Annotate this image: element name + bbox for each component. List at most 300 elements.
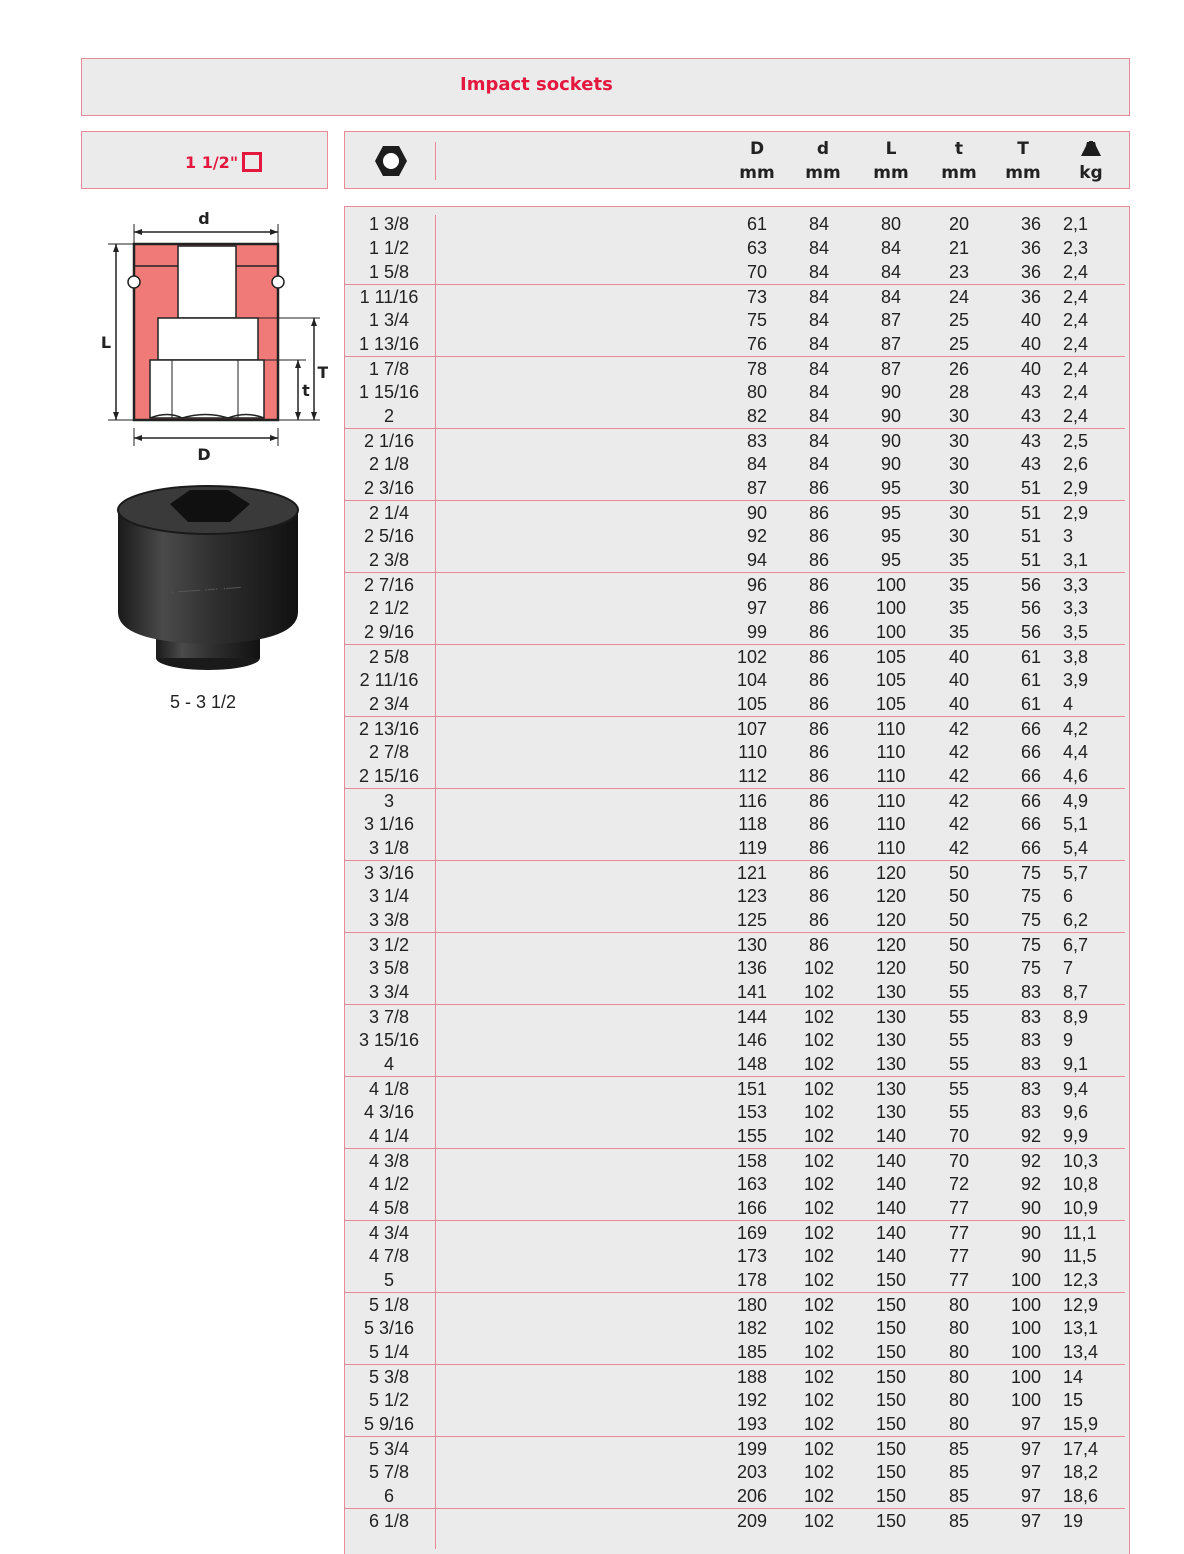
weight-cell: 4,9: [1063, 791, 1089, 811]
t-cell: 35: [948, 598, 970, 618]
table-row: [345, 260, 1125, 284]
t-cell: 55: [948, 1102, 970, 1122]
table-row: [345, 1292, 1125, 1316]
weight-cell: 9: [1063, 1030, 1074, 1050]
column-header-name: L: [885, 139, 897, 159]
d-cell: 102: [803, 1007, 835, 1027]
T-cell: 66: [1020, 742, 1041, 762]
table-row: [345, 1148, 1125, 1172]
weight-cell: 8,7: [1063, 982, 1089, 1002]
d-cell: 102: [803, 1246, 835, 1266]
weight-cell: 3: [1063, 526, 1074, 546]
D-cell: 199: [736, 1439, 767, 1459]
hexagon-icon: [374, 144, 408, 178]
T-cell: 75: [1020, 958, 1041, 978]
d-cell: 86: [808, 910, 830, 930]
table-header: [344, 131, 1130, 189]
size-cell: 2 15/16: [358, 766, 420, 786]
t-cell: 42: [948, 838, 970, 858]
t-cell: 20: [948, 214, 970, 234]
D-cell: 193: [736, 1414, 767, 1434]
L-cell: 90: [880, 454, 902, 474]
t-cell: 80: [948, 1342, 970, 1362]
L-cell: 130: [875, 982, 907, 1002]
T-cell: 66: [1020, 838, 1041, 858]
D-cell: 70: [746, 262, 767, 282]
weight-cell: 2,3: [1063, 238, 1089, 258]
d-cell: 86: [808, 478, 830, 498]
d-cell: 84: [808, 382, 830, 402]
weight-cell: 11,5: [1063, 1246, 1097, 1266]
d-cell: 102: [803, 1198, 835, 1218]
T-cell: 75: [1020, 886, 1041, 906]
t-cell: 40: [948, 670, 970, 690]
t-cell: 30: [948, 478, 970, 498]
weight-cell: 9,6: [1063, 1102, 1089, 1122]
D-cell: 163: [736, 1174, 767, 1194]
column-header-D-outer: [729, 137, 785, 185]
table-row: [345, 668, 1125, 692]
t-cell: 30: [948, 526, 970, 546]
svg-text:· ─── ·─· ·──: · ─── ·─· ·──: [170, 580, 242, 600]
table-row: [345, 1412, 1125, 1436]
D-cell: 182: [736, 1318, 767, 1338]
weight-cell: 14: [1063, 1367, 1084, 1387]
size-cell: 4 7/8: [368, 1246, 410, 1266]
T-cell: 43: [1020, 382, 1041, 402]
T-cell: 97: [1020, 1486, 1041, 1506]
d-cell: 102: [803, 1318, 835, 1338]
L-cell: 150: [875, 1486, 907, 1506]
table-row: [345, 452, 1125, 476]
size-cell: 4 3/8: [368, 1151, 410, 1171]
t-cell: 70: [948, 1126, 970, 1146]
table-row: [345, 860, 1125, 884]
weight-cell: 13,4: [1063, 1342, 1099, 1362]
column-header-unit: mm: [739, 163, 775, 183]
size-cell: 6: [383, 1486, 394, 1506]
t-cell: 77: [948, 1198, 970, 1218]
T-cell: 83: [1020, 982, 1041, 1002]
L-cell: 105: [875, 694, 907, 714]
d-cell: 102: [803, 1462, 835, 1482]
L-cell: 130: [875, 1102, 907, 1122]
D-cell: 96: [746, 575, 767, 595]
page-title: Impact sockets: [460, 74, 613, 95]
T-cell: 43: [1020, 406, 1041, 426]
size-cell: 2 3/8: [368, 550, 410, 570]
t-cell: 70: [948, 1151, 970, 1171]
weight-cell: 3,1: [1063, 550, 1089, 570]
t-cell: 50: [948, 863, 970, 883]
size-cell: 2 5/16: [363, 526, 415, 546]
L-cell: 95: [880, 503, 902, 523]
T-cell: 100: [1010, 1295, 1041, 1315]
T-cell: 43: [1020, 454, 1041, 474]
size-cell: 2: [383, 406, 394, 426]
D-cell: 169: [736, 1223, 767, 1243]
L-cell: 140: [875, 1126, 907, 1146]
d-cell: 102: [803, 1414, 835, 1434]
t-cell: 24: [948, 287, 970, 307]
drive-size-box: [81, 131, 328, 189]
d-cell: 84: [808, 454, 830, 474]
column-header-unit: mm: [873, 163, 909, 183]
D-cell: 75: [746, 310, 767, 330]
weight-cell: 10,3: [1063, 1151, 1099, 1171]
size-cell: 3 3/16: [363, 863, 415, 883]
d-cell: 102: [803, 1390, 835, 1410]
T-cell: 36: [1020, 262, 1041, 282]
t-cell: 77: [948, 1223, 970, 1243]
T-cell: 97: [1020, 1511, 1041, 1531]
weight-cell: 2,4: [1063, 382, 1089, 402]
table-row: [345, 1388, 1125, 1412]
size-cell: 2 1/2: [368, 598, 410, 618]
L-cell: 110: [876, 814, 906, 834]
t-cell: 28: [948, 382, 970, 402]
L-cell: 120: [875, 863, 907, 883]
T-cell: 90: [1020, 1246, 1041, 1266]
t-cell: 30: [948, 454, 970, 474]
D-cell: 97: [746, 598, 767, 618]
L-cell: 95: [880, 526, 902, 546]
d-cell: 86: [808, 863, 830, 883]
size-cell: 1 7/8: [368, 359, 410, 379]
L-cell: 150: [875, 1342, 907, 1362]
table-row: [345, 836, 1125, 860]
size-cell: 4 1/4: [368, 1126, 410, 1146]
D-cell: 158: [736, 1151, 767, 1171]
weight-cell: 2,4: [1063, 359, 1089, 379]
t-cell: 77: [948, 1270, 970, 1290]
d-cell: 86: [808, 838, 830, 858]
D-cell: 166: [736, 1198, 767, 1218]
t-cell: 30: [948, 503, 970, 523]
T-cell: 56: [1020, 598, 1041, 618]
size-cell: 2 11/16: [359, 670, 419, 690]
T-cell: 92: [1020, 1126, 1041, 1146]
d-cell: 102: [803, 1342, 835, 1362]
D-cell: 203: [736, 1462, 767, 1482]
L-cell: 84: [880, 287, 902, 307]
t-cell: 21: [948, 238, 970, 258]
T-cell: 51: [1020, 526, 1041, 546]
T-cell: 56: [1020, 575, 1041, 595]
table-row: [345, 1508, 1125, 1532]
table-row: [345, 884, 1125, 908]
T-cell: 66: [1020, 791, 1041, 811]
weight-cell: 15: [1063, 1390, 1084, 1410]
size-cell: 5 3/8: [368, 1367, 410, 1387]
weight-cell: 4: [1063, 694, 1074, 714]
weight-cell: 9,4: [1063, 1079, 1089, 1099]
size-cell: 5 9/16: [363, 1414, 415, 1434]
weight-cell: 3,3: [1063, 598, 1089, 618]
L-cell: 87: [880, 359, 902, 379]
D-cell: 80: [746, 382, 767, 402]
L-cell: 110: [876, 791, 906, 811]
size-cell: 4 3/4: [368, 1223, 410, 1243]
size-cell: 3: [383, 791, 394, 811]
d-cell: 84: [808, 310, 830, 330]
size-cell: 3 7/8: [368, 1007, 410, 1027]
column-header-t: [931, 137, 987, 185]
L-cell: 150: [875, 1462, 907, 1482]
t-cell: 42: [948, 742, 970, 762]
T-cell: 66: [1020, 814, 1041, 834]
T-cell: 36: [1020, 287, 1041, 307]
D-cell: 78: [746, 359, 767, 379]
weight-cell: 5,4: [1063, 838, 1089, 858]
D-cell: 76: [746, 334, 767, 354]
weight-cell: 9,1: [1063, 1054, 1089, 1074]
D-cell: 119: [738, 838, 767, 858]
weight-cell: 9,9: [1063, 1126, 1089, 1146]
t-cell: 55: [948, 1030, 970, 1050]
L-cell: 90: [880, 382, 902, 402]
T-cell: 97: [1020, 1439, 1041, 1459]
T-cell: 100: [1010, 1270, 1041, 1290]
t-cell: 80: [948, 1295, 970, 1315]
table-row: [345, 1364, 1125, 1388]
table-row: [345, 284, 1125, 308]
size-cell: 2 9/16: [363, 622, 415, 642]
table-row: [345, 308, 1125, 332]
d-cell: 102: [803, 1439, 835, 1459]
T-cell: 100: [1010, 1342, 1041, 1362]
D-cell: 146: [736, 1030, 767, 1050]
D-cell: 136: [736, 958, 767, 978]
table-row: [345, 596, 1125, 620]
size-cell: 5 3/4: [368, 1439, 410, 1459]
L-cell: 150: [875, 1295, 907, 1315]
T-cell: 83: [1020, 1079, 1041, 1099]
table-row: [345, 692, 1125, 716]
column-header-unit: kg: [1079, 163, 1103, 183]
D-cell: 148: [736, 1054, 767, 1074]
table-row: [345, 788, 1125, 812]
T-cell: 43: [1020, 431, 1041, 451]
table-row: [345, 1100, 1125, 1124]
weight-cell: 11,1: [1063, 1223, 1097, 1243]
size-cell: 3 15/16: [358, 1030, 420, 1050]
d-cell: 86: [808, 694, 830, 714]
t-cell: 42: [948, 766, 970, 786]
D-cell: 151: [736, 1079, 767, 1099]
D-cell: 144: [736, 1007, 767, 1027]
D-cell: 83: [746, 431, 767, 451]
T-cell: 66: [1020, 766, 1041, 786]
table-row: [345, 236, 1125, 260]
d-cell: 86: [808, 647, 830, 667]
D-cell: 105: [736, 694, 767, 714]
D-cell: 87: [746, 478, 767, 498]
weight-cell: 5,7: [1063, 863, 1089, 883]
column-header-name: T: [1017, 139, 1029, 159]
T-cell: 100: [1010, 1367, 1041, 1387]
L-cell: 150: [875, 1511, 907, 1531]
D-cell: 192: [736, 1390, 767, 1410]
weight-cell: 19: [1063, 1511, 1084, 1531]
T-cell: 90: [1020, 1198, 1041, 1218]
T-cell: 100: [1010, 1318, 1041, 1338]
D-cell: 102: [736, 647, 767, 667]
weight-cell: 18,2: [1063, 1462, 1099, 1482]
t-cell: 50: [948, 935, 970, 955]
T-cell: 51: [1020, 550, 1041, 570]
square-drive-icon: [242, 152, 262, 172]
D-cell: 104: [736, 670, 767, 690]
D-cell: 209: [736, 1511, 767, 1531]
size-cell: 1 3/4: [368, 310, 410, 330]
table-row: [345, 1340, 1125, 1364]
D-cell: 110: [738, 742, 767, 762]
d-cell: 86: [808, 791, 830, 811]
column-header-L: [863, 137, 919, 185]
table-row: [345, 1484, 1125, 1508]
table-row: [345, 1460, 1125, 1484]
size-cell: 2 3/4: [368, 694, 410, 714]
L-cell: 140: [875, 1223, 907, 1243]
d-cell: 102: [803, 1223, 835, 1243]
weight-cell: 5,1: [1063, 814, 1089, 834]
T-cell: 40: [1020, 310, 1041, 330]
table-row: [345, 620, 1125, 644]
column-header-unit: mm: [1005, 163, 1041, 183]
D-cell: 173: [736, 1246, 767, 1266]
T-cell: 83: [1020, 1030, 1041, 1050]
weight-cell: 4,2: [1063, 719, 1089, 739]
table-row: [345, 380, 1125, 404]
table-row: [345, 1004, 1125, 1028]
T-cell: 83: [1020, 1102, 1041, 1122]
L-cell: 100: [875, 598, 907, 618]
d-cell: 86: [808, 814, 830, 834]
L-cell: 105: [875, 670, 907, 690]
weight-cell: 2,5: [1063, 431, 1089, 451]
D-cell: 121: [736, 863, 767, 883]
table-row: [345, 908, 1125, 932]
size-cell: 3 1/16: [363, 814, 415, 834]
t-cell: 50: [948, 910, 970, 930]
t-cell: 35: [948, 550, 970, 570]
t-cell: 77: [948, 1246, 970, 1266]
T-cell: 90: [1020, 1223, 1041, 1243]
size-cell: 3 1/4: [368, 886, 410, 906]
d-cell: 86: [808, 935, 830, 955]
column-header-kg: [1063, 137, 1119, 185]
T-cell: 40: [1020, 334, 1041, 354]
D-cell: 180: [736, 1295, 767, 1315]
d-cell: 102: [803, 1151, 835, 1171]
column-header-d: [795, 137, 851, 185]
weight-cell: 10,9: [1063, 1198, 1099, 1218]
size-cell: 1 3/8: [368, 214, 410, 234]
d-cell: 102: [803, 1295, 835, 1315]
table-row: [345, 356, 1125, 380]
T-cell: 92: [1020, 1151, 1041, 1171]
L-cell: 84: [880, 238, 902, 258]
d-cell: 86: [808, 526, 830, 546]
T-cell: 100: [1010, 1390, 1041, 1410]
D-cell: 155: [736, 1126, 767, 1146]
d-cell: 102: [803, 1102, 835, 1122]
L-cell: 130: [875, 1007, 907, 1027]
size-cell: 3 3/8: [368, 910, 410, 930]
D-cell: 112: [738, 766, 767, 786]
table-row: [345, 212, 1125, 236]
d-cell: 86: [808, 670, 830, 690]
table-row: [345, 740, 1125, 764]
t-cell: 50: [948, 958, 970, 978]
weight-cell: 4,4: [1063, 742, 1089, 762]
L-cell: 120: [875, 886, 907, 906]
T-cell: 75: [1020, 910, 1041, 930]
weight-cell: 2,9: [1063, 478, 1089, 498]
d-cell: 102: [803, 1270, 835, 1290]
t-cell: 50: [948, 886, 970, 906]
L-cell: 100: [875, 622, 907, 642]
size-cell: 5 3/16: [363, 1318, 415, 1338]
D-cell: 116: [738, 791, 767, 811]
D-cell: 206: [736, 1486, 767, 1506]
weight-cell: 2,4: [1063, 287, 1089, 307]
diagram-d-label: d: [198, 209, 210, 228]
d-cell: 102: [803, 1126, 835, 1146]
d-cell: 102: [803, 1079, 835, 1099]
t-cell: 25: [948, 334, 970, 354]
size-cell: 4 1/2: [368, 1174, 410, 1194]
table-row: [345, 1220, 1125, 1244]
t-cell: 55: [948, 982, 970, 1002]
L-cell: 120: [875, 935, 907, 955]
size-cell: 2 7/16: [363, 575, 415, 595]
T-cell: 75: [1020, 935, 1041, 955]
d-cell: 84: [808, 334, 830, 354]
T-cell: 97: [1020, 1462, 1041, 1482]
column-header-unit: mm: [805, 163, 841, 183]
table-row: [345, 332, 1125, 356]
t-cell: 40: [948, 647, 970, 667]
column-header-unit: mm: [941, 163, 977, 183]
diagram-t-label: t: [302, 381, 310, 400]
d-cell: 102: [803, 1367, 835, 1387]
table-row: [345, 1316, 1125, 1340]
weight-icon: [1063, 137, 1119, 161]
t-cell: 85: [948, 1462, 970, 1482]
size-cell: 3 3/4: [368, 982, 410, 1002]
weight-cell: 10,8: [1063, 1174, 1099, 1194]
weight-cell: 12,9: [1063, 1295, 1099, 1315]
L-cell: 140: [875, 1174, 907, 1194]
weight-cell: 3,3: [1063, 575, 1089, 595]
size-cell: 5 7/8: [368, 1462, 410, 1482]
d-cell: 102: [803, 982, 835, 1002]
table-row: [345, 716, 1125, 740]
D-cell: 61: [746, 214, 767, 234]
D-cell: 141: [736, 982, 767, 1002]
L-cell: 100: [875, 575, 907, 595]
T-cell: 97: [1020, 1414, 1041, 1434]
t-cell: 80: [948, 1367, 970, 1387]
table-row: [345, 500, 1125, 524]
L-cell: 150: [875, 1367, 907, 1387]
t-cell: 72: [948, 1174, 970, 1194]
T-cell: 36: [1020, 214, 1041, 234]
t-cell: 35: [948, 575, 970, 595]
L-cell: 110: [876, 719, 906, 739]
